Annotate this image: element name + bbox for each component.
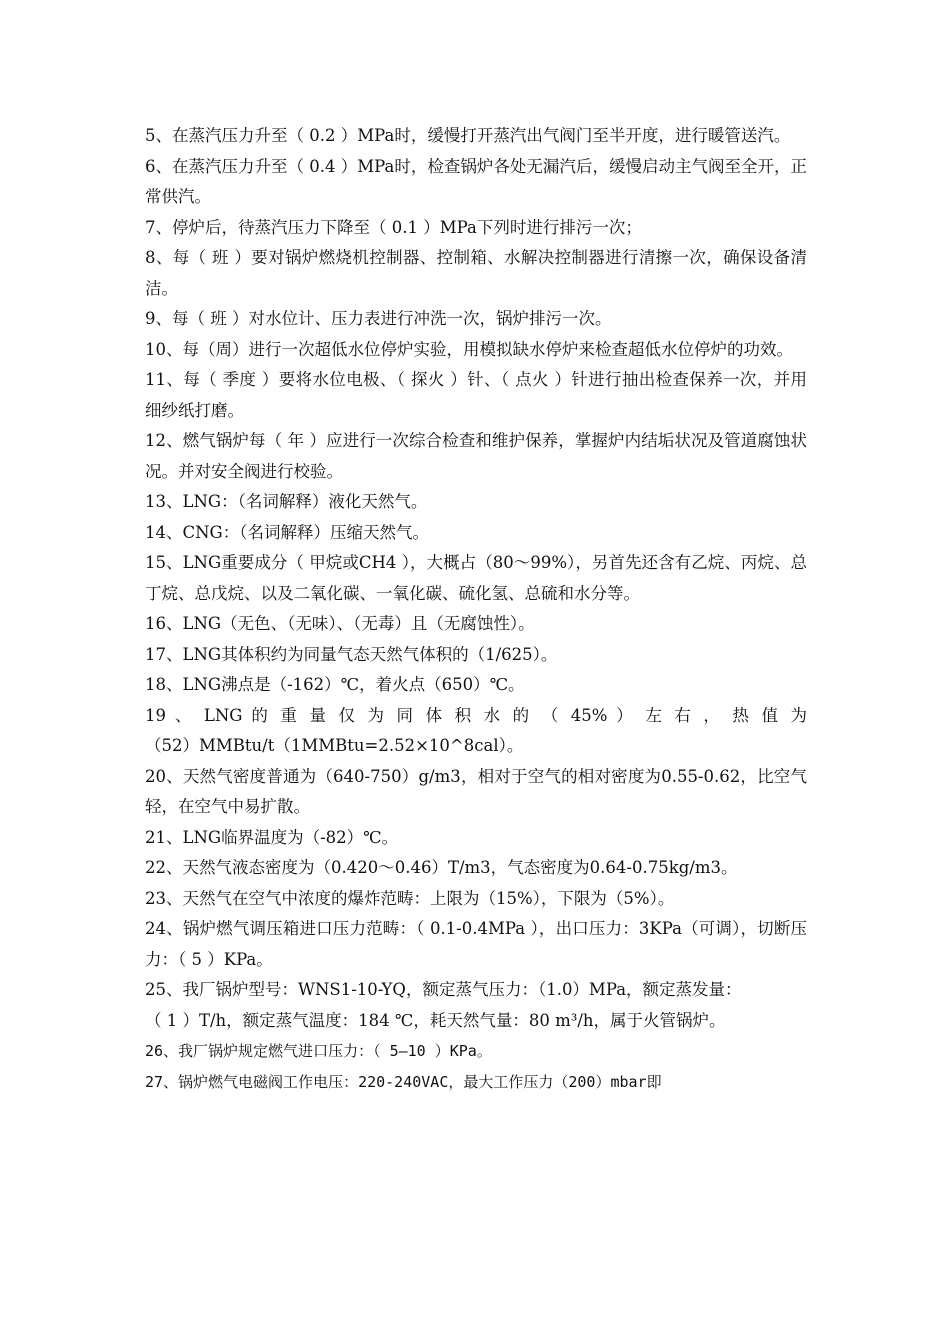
list-item: 5、在蒸汽压力升至（ 0.2 ）MPa时，缓慢打开蒸汽出气阀门至半开度，进行暖管送汽。 xyxy=(145,126,791,145)
list-item: 24、锅炉燃气调压箱进口压力范畴：（ 0.1-0.4MPa ），出口压力：3KPa（可调），切断压力：（ 5 ）KPa。 xyxy=(145,919,807,969)
list-item: 25、我厂锅炉型号：WNS1-10-YQ，额定蒸气压力：（1.0）MPa，额定蒸发量： xyxy=(145,980,742,999)
list-item-continuation: （ 1 ）T/h，额定蒸气温度：184 ℃，耗天然气量：80 m³/h，属于火管锅炉。 xyxy=(145,1010,726,1030)
list-item: 6、在蒸汽压力升至（ 0.4 ）MPa时，检查锅炉各处无漏汽后，缓慢启动主气阀至全开，正常供汽。 xyxy=(145,156,807,206)
list-item: 8、每（ 班 ）要对锅炉燃烧机控制器、控制箱、水解决控制器进行清擦一次，确保设备清洁。 xyxy=(145,248,807,298)
list-item: 15、LNG重要成分（ 甲烷或CH4 ），大概占（80～99%），另首先还含有乙烷、丙烷、总丁烷、总戊烷、以及二氧化碳、一氧化碳、硫化氢、总硫和水分等。 xyxy=(145,553,807,603)
document-body xyxy=(145,121,807,1097)
list-item: 7、停炉后，待蒸汽压力下降至（ 0.1 ）MPa下列时进行排污一次； xyxy=(145,217,642,237)
list-item: 12、燃气锅炉每（ 年 ）应进行一次综合检查和维护保养，掌握炉内结垢状况及管道腐蚀状况。并对安全阀进行校验。 xyxy=(145,431,807,481)
list-item-continuation: （52）MMBtu/t（1MMBtu=2.52×10^8cal）。 xyxy=(145,736,524,755)
list-item: 9、每（ 班 ）对水位计、压力表进行冲洗一次，锅炉排污一次。 xyxy=(145,309,612,328)
list-item: 17、LNG其体积约为同量气态天然气体积的（1/625）。 xyxy=(145,644,558,664)
list-item: 23、天然气在空气中浓度的爆炸范畴：上限为（15%），下限为（5%）。 xyxy=(145,888,675,908)
list-item: 13、LNG：（名词解释）液化天然气。 xyxy=(145,492,428,511)
list-item: 20、天然气密度普通为（640-750）g/m3，相对于空气的相对密度为0.55-0.62，比空气轻，在空气中易扩散。 xyxy=(145,766,807,816)
list-item: 11、每（ 季度 ）要将水位电极、（ 探火 ）针、（ 点火 ）针进行抽出检查保养一次，并用细纱纸打磨。 xyxy=(145,370,807,420)
list-item: 16、LNG（无色、（无味）、（无毒）且（无腐蚀性）。 xyxy=(145,614,535,633)
list-item: 14、CNG：（名词解释）压缩天然气。 xyxy=(145,522,429,542)
list-item: 26、我厂锅炉规定燃气进口压力：（ 5—10 ）KPa。 xyxy=(145,1042,492,1060)
list-item: 19 、 LNG 的 重 量 仅 为 同 体 积 水 的 （ 45% ） 左 右 ， 热 值 为 xyxy=(145,705,807,725)
list-item: 27、锅炉燃气电磁阀工作电压：220-240VAC，最大工作压力（200）mbar即 xyxy=(145,1072,662,1091)
list-item: 18、LNG沸点是（-162）℃，着火点（650）℃。 xyxy=(145,675,525,694)
list-item: 10、每（周）进行一次超低水位停炉实验，用模拟缺水停炉来检查超低水位停炉的功效。 xyxy=(145,339,793,359)
list-item: 21、LNG临界温度为（-82）℃。 xyxy=(145,827,399,847)
list-item: 22、天然气液态密度为（0.420～0.46）T/m3，气态密度为0.64-0.75kg/m3。 xyxy=(145,858,738,877)
